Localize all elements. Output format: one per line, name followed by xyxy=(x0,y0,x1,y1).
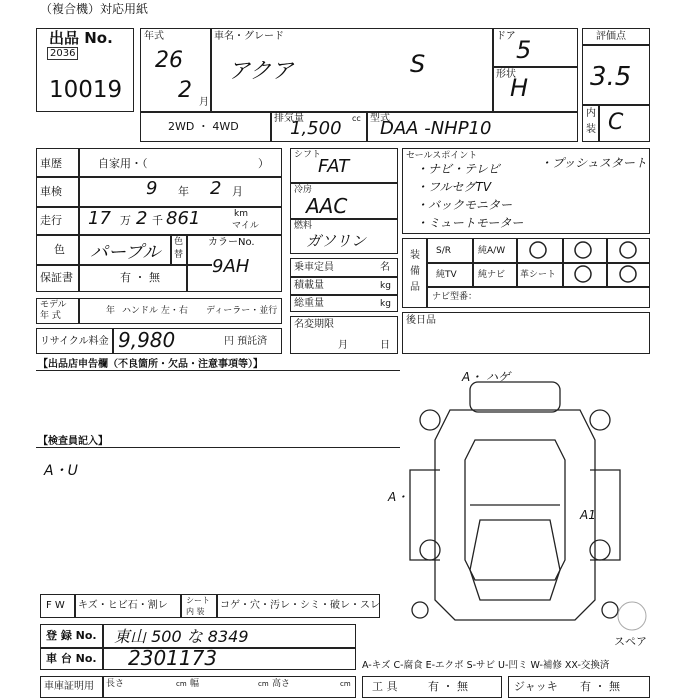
insp-year: 9 xyxy=(146,178,158,199)
mileage-sen-unit: 千 xyxy=(152,214,163,227)
weight-unit: kg xyxy=(380,299,391,309)
month-value: 2 xyxy=(178,78,192,103)
jack-label: ジャッキ xyxy=(514,680,558,693)
load-unit: kg xyxy=(380,281,391,291)
tools-label: 工 具 xyxy=(372,680,398,693)
color-change-2: 替 xyxy=(174,250,184,260)
color-no-label: カラーNo. xyxy=(208,237,255,248)
height-label: 高さ xyxy=(272,679,291,689)
year-label: 年式 xyxy=(144,31,164,42)
width-unit: cm xyxy=(258,680,269,688)
sales-label: セールスポイント xyxy=(406,151,478,161)
spare-label: スペア xyxy=(614,635,647,648)
recycle-value: 9,980 xyxy=(118,328,176,352)
interior-label-1: 内 xyxy=(586,108,596,119)
mileage-sen: 2 xyxy=(136,208,148,229)
chassis-label: 車 台 No. xyxy=(46,652,97,665)
insp-month-unit: 月 xyxy=(232,185,243,198)
color-no-value: 9AH xyxy=(212,256,250,277)
seat-label-2: 内 装 xyxy=(186,607,205,616)
model-year-small: 年 xyxy=(106,306,116,316)
disp-label: 排気量 xyxy=(274,113,304,124)
equip-aw: 純A/W xyxy=(478,246,506,256)
name-label: 車名・グレード xyxy=(214,31,284,42)
mileage-label: 走行 xyxy=(40,214,62,227)
km-unit: km xyxy=(234,209,248,219)
after-box xyxy=(402,312,650,354)
equip-label-1: 装 xyxy=(410,250,420,261)
model-year-1: モデル xyxy=(40,300,67,310)
equip-label-2: 備 xyxy=(410,266,420,277)
drive-label: 2WD ・ 4WD xyxy=(168,120,239,133)
color-label: 色 xyxy=(54,243,65,256)
warranty-label: 保証書 xyxy=(40,271,73,284)
height-unit: cm xyxy=(340,680,351,688)
jack-opts: 有 ・ 無 xyxy=(580,680,620,693)
shape-label: 形状 xyxy=(496,69,516,80)
length-unit: cm xyxy=(176,680,187,688)
equip-navi: 純ナビ xyxy=(478,270,506,280)
year-value: 26 xyxy=(155,48,183,73)
lot-tag: 2036 xyxy=(47,47,78,60)
mileage-man-unit: 万 xyxy=(120,214,131,227)
length-label: 長さ xyxy=(106,679,125,689)
mileage-rest: 861 xyxy=(166,208,201,229)
tools-opts: 有 ・ 無 xyxy=(428,680,468,693)
form-title: （複合機）対応用紙 xyxy=(40,2,149,16)
warranty-opts: 有 ・ 無 xyxy=(120,271,160,284)
equip-leather: 革シート xyxy=(520,270,557,280)
navi-label: ナビ型番： xyxy=(432,292,478,302)
model-year-2: 年 式 xyxy=(40,311,61,321)
mileage-man: 17 xyxy=(88,208,111,229)
sales-point-1: ・ナビ・テレビ xyxy=(416,162,500,176)
cert-label: 車庫証明用 xyxy=(44,681,94,692)
ac-value: AAC xyxy=(306,194,348,218)
interior-value: C xyxy=(608,110,624,135)
insp-month: 2 xyxy=(210,178,222,199)
diagram-note-right: A1 xyxy=(580,508,596,522)
lot-label: 出品 No. xyxy=(49,29,113,47)
diagram-note-front: A・ ハゲ xyxy=(462,370,511,384)
inspector-label: 【検査員記入】 xyxy=(38,436,108,447)
disp-value: 1,500 xyxy=(290,118,342,139)
history-opts: 自家用・（ xyxy=(98,157,148,170)
handle-label: ハンドル 左・右 xyxy=(122,306,188,316)
load-label: 積載量 xyxy=(294,280,324,291)
deadline-month: 月 xyxy=(338,340,348,351)
fw-label: F W xyxy=(46,600,65,611)
mile-unit: マイル xyxy=(232,221,259,231)
capacity-label: 乗車定員 xyxy=(294,262,334,273)
after-label: 後日品 xyxy=(406,315,436,326)
diagram-note-left: A・ xyxy=(388,490,409,504)
shape-value: H xyxy=(510,74,529,102)
equipment-marks xyxy=(516,238,650,286)
name-value: アクア xyxy=(228,59,294,84)
insp-year-unit: 年 xyxy=(178,185,189,198)
score-label: 評価点 xyxy=(596,31,626,42)
equip-label-3: 品 xyxy=(410,282,420,293)
recycle-label: リサイクル料金 xyxy=(40,336,109,347)
damage-legend: A-キズ C-腐食 E-エクボ S-サビ U-凹ミ W-補修 XX-交換済 xyxy=(362,660,610,671)
interior-label-2: 装 xyxy=(586,124,596,135)
month-unit: 月 xyxy=(199,97,209,108)
sales-point-4: ・バックモニター xyxy=(416,198,513,212)
color-change-1: 色 xyxy=(174,237,184,247)
shift-label: シフト xyxy=(294,150,322,160)
reg-value: 東山 500 な 8349 xyxy=(114,627,249,646)
inspection-label: 車検 xyxy=(40,185,62,198)
spare-tire-icon xyxy=(616,600,648,632)
fuel-label: 燃料 xyxy=(294,221,313,231)
model-label: 型式 xyxy=(370,113,390,124)
recycle-unit: 円 預託済 xyxy=(224,336,268,347)
fuel-value: ガソリン xyxy=(306,232,367,250)
chassis-value: 2301173 xyxy=(128,646,218,670)
sales-point-2: ・プッシュスタート xyxy=(540,156,647,170)
defects-legend: キズ・ヒビ石・割レ xyxy=(78,600,168,611)
width-label: 幅 xyxy=(190,679,200,689)
sales-point-3: ・フルセグTV xyxy=(416,180,492,194)
capacity-unit: 名 xyxy=(380,262,390,273)
history-close: ） xyxy=(258,157,269,170)
sales-point-5: ・ミュートモーター xyxy=(416,216,524,230)
equip-sr: S/R xyxy=(436,246,451,256)
shift-value: FAT xyxy=(318,156,350,177)
ac-label: 冷房 xyxy=(294,185,313,195)
score-value: 3.5 xyxy=(590,62,632,92)
lot-box xyxy=(36,28,134,112)
disp-unit: cc xyxy=(352,114,361,123)
seat-label-1: シート xyxy=(186,596,210,605)
color-value: パープル xyxy=(90,242,161,263)
door-label: ドア xyxy=(496,31,516,42)
declaration-label: 【出品店申告欄（不良箇所・欠品・注意事項等）】 xyxy=(38,359,263,370)
lot-number: 10019 xyxy=(49,77,123,103)
dealer-label: ディーラー・並行 xyxy=(206,306,278,316)
deadline-day: 日 xyxy=(380,340,390,351)
reg-label: 登 録 No. xyxy=(46,629,97,642)
deadline-label: 名変期限 xyxy=(294,319,334,330)
weight-label: 総重量 xyxy=(294,298,324,309)
history-label: 車歴 xyxy=(40,157,62,170)
grade-value: S xyxy=(410,50,426,78)
equip-tv: 純TV xyxy=(436,270,457,280)
door-value: 5 xyxy=(516,36,532,64)
model-value: DAA -NHP10 xyxy=(380,118,492,139)
defects2-legend: コゲ・穴・汚レ・シミ・破レ・スレ xyxy=(220,600,380,611)
inspector-note: A・U xyxy=(44,463,78,479)
